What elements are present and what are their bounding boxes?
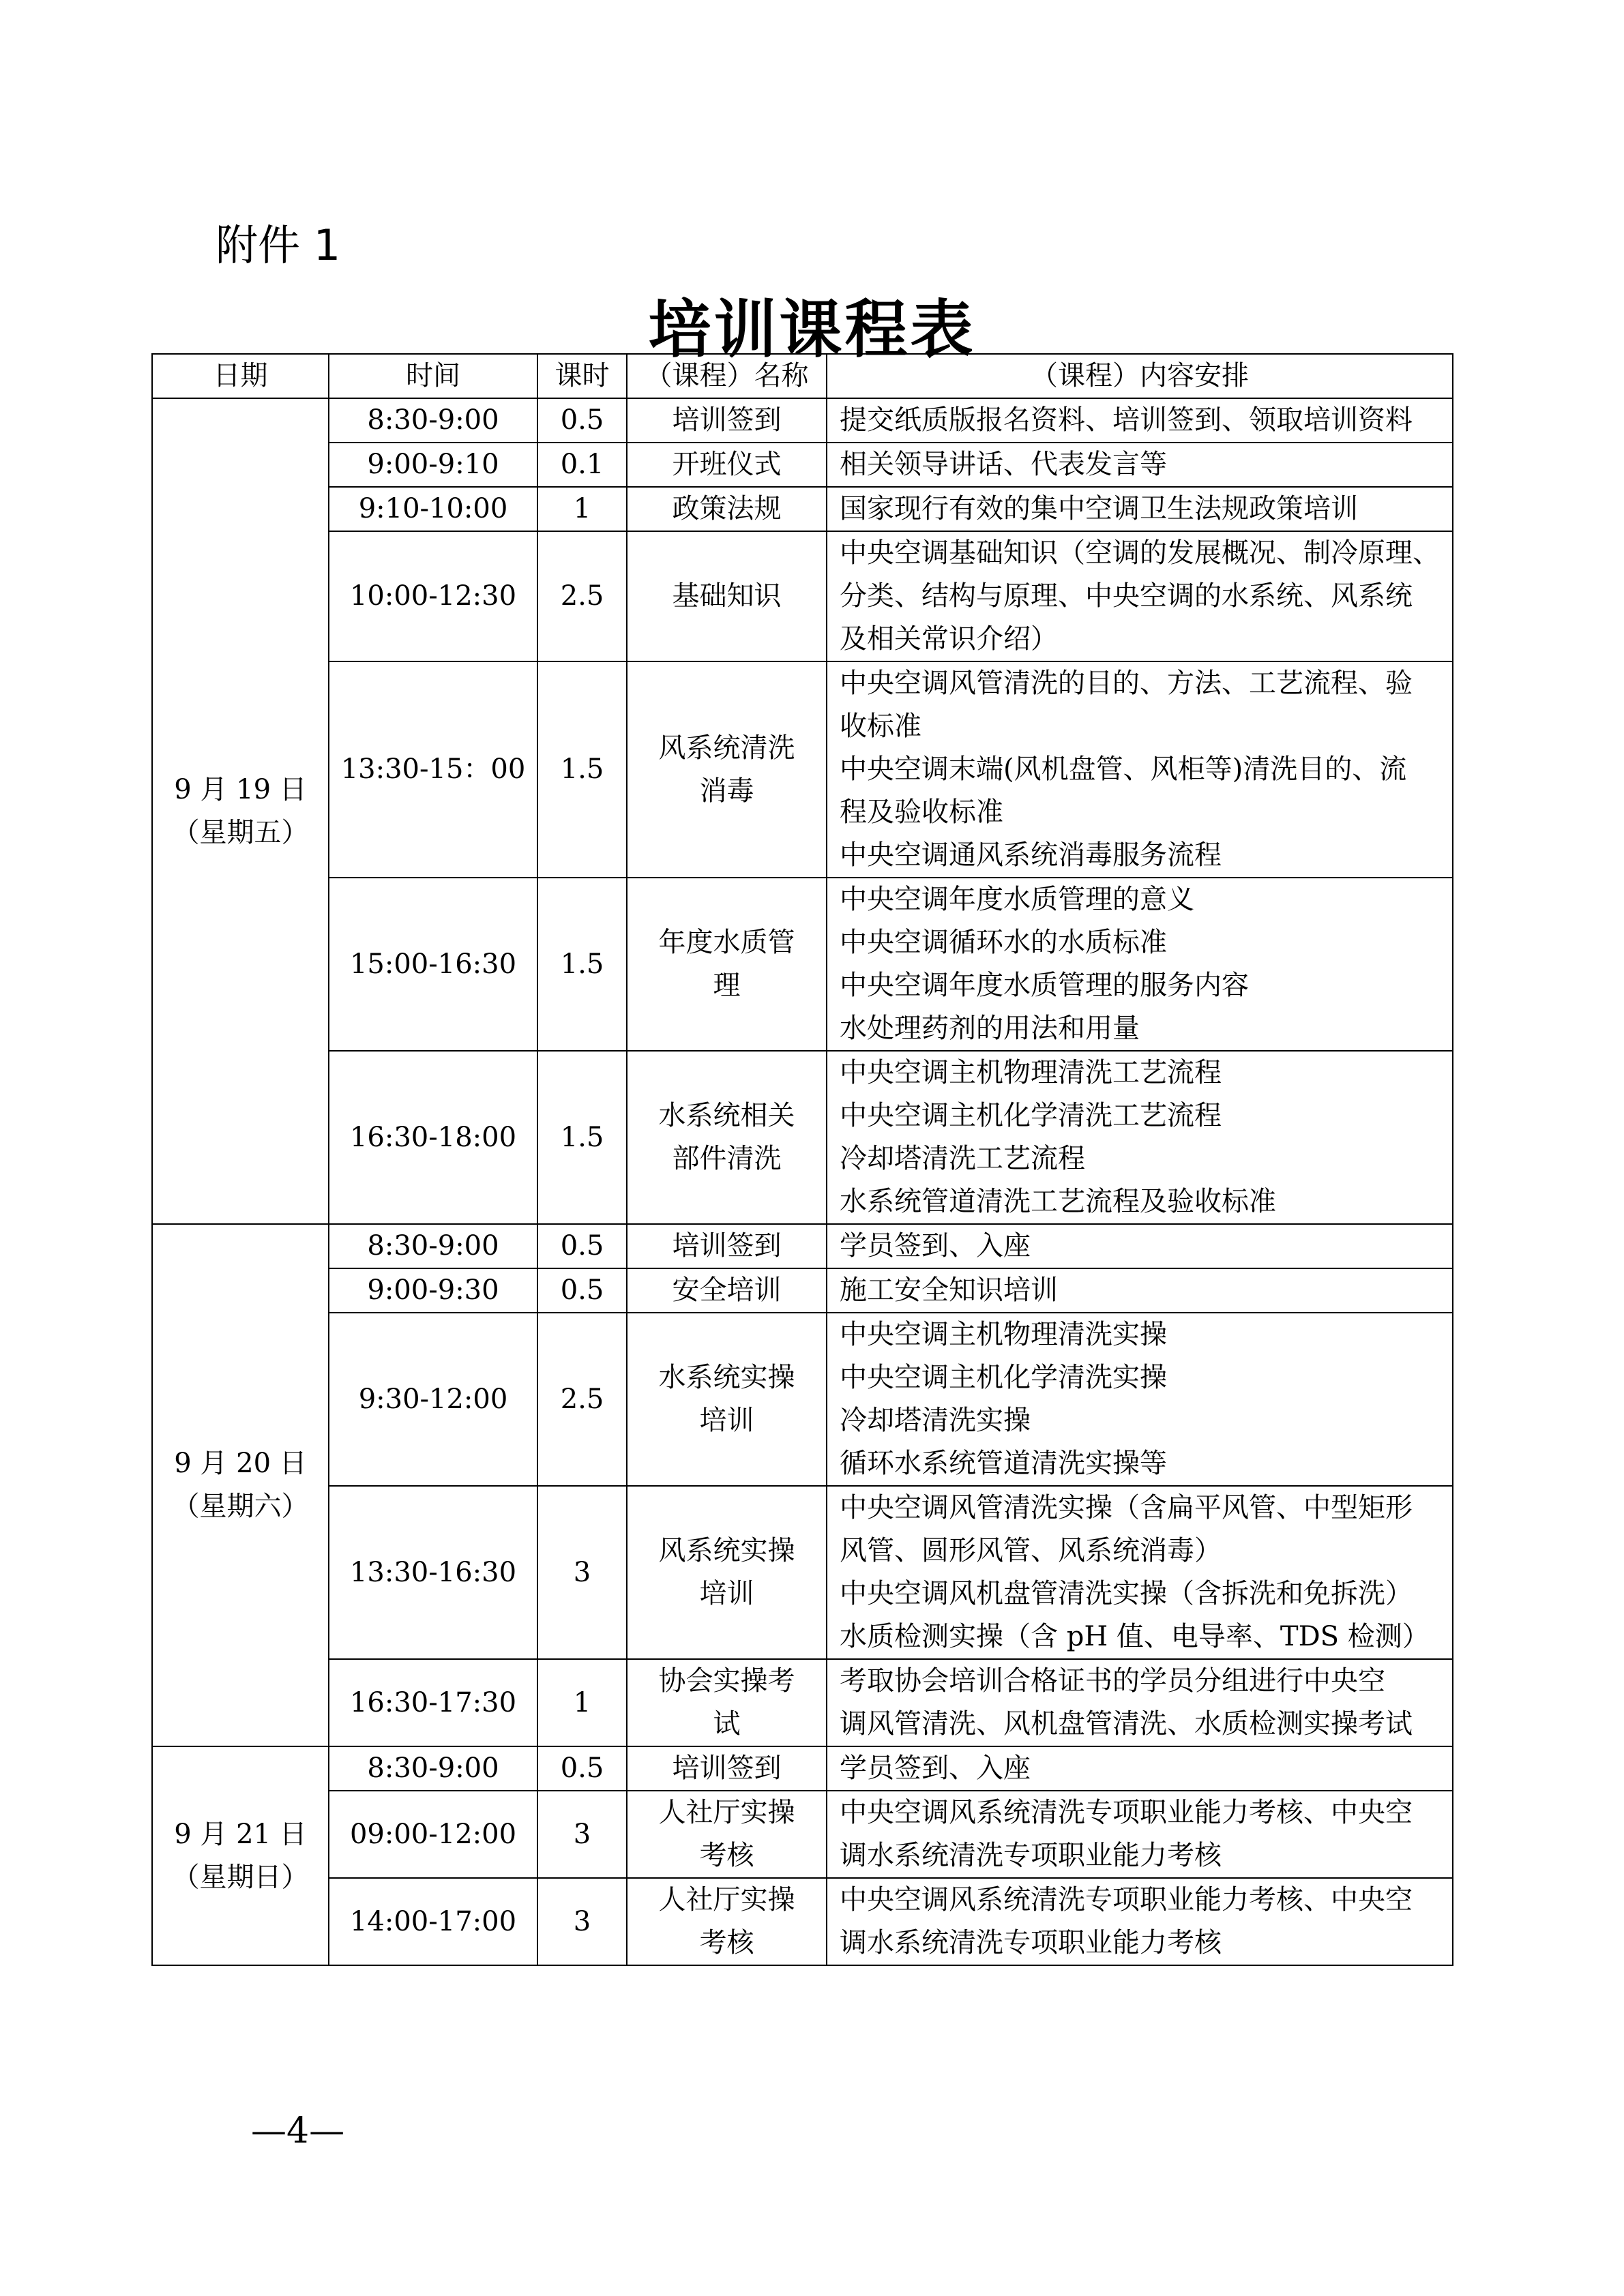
table-row bbox=[152, 487, 1453, 531]
course-content-line: 程及验收标准 bbox=[840, 796, 1003, 828]
table-row bbox=[152, 398, 1453, 443]
time-cell: 16:30-17:30 bbox=[329, 1659, 537, 1746]
course-content-cell bbox=[827, 1224, 1453, 1268]
table-row bbox=[152, 878, 1453, 1051]
table-row bbox=[152, 1268, 1453, 1313]
course-name-cell bbox=[627, 1486, 827, 1659]
course-content-line: 冷却塔清洗工艺流程 bbox=[840, 1143, 1085, 1174]
course-content-line: 相关领导讲话、代表发言等 bbox=[840, 449, 1167, 480]
course-content-cell bbox=[827, 443, 1453, 487]
hours-cell: 2.5 bbox=[537, 1313, 627, 1486]
date-cell bbox=[152, 1224, 329, 1746]
course-content-cell bbox=[827, 1313, 1453, 1486]
course-name-line: 理 bbox=[713, 970, 741, 1001]
column-header-course-name: （课程）名称 bbox=[627, 354, 827, 398]
course-content-line: 中央空调主机物理清洗实操 bbox=[840, 1319, 1167, 1350]
date-cell bbox=[152, 1746, 329, 1965]
course-content-line: 学员签到、入座 bbox=[840, 1230, 1031, 1262]
course-content-cell bbox=[827, 878, 1453, 1051]
table-header-row bbox=[152, 354, 1453, 398]
course-content-cell bbox=[827, 398, 1453, 443]
course-name-line: 基础知识 bbox=[672, 580, 782, 612]
time-cell: 9:10-10:00 bbox=[329, 487, 537, 531]
course-content-cell bbox=[827, 1791, 1453, 1878]
course-content-line: 水处理药剂的用法和用量 bbox=[840, 1013, 1140, 1044]
time-cell: 14:00-17:00 bbox=[329, 1878, 537, 1965]
course-content-cell bbox=[827, 1486, 1453, 1659]
schedule-table bbox=[151, 353, 1453, 1966]
hours-cell: 1 bbox=[537, 487, 627, 531]
course-name-line: 部件清洗 bbox=[672, 1143, 782, 1174]
table-row bbox=[152, 1791, 1453, 1878]
hours-cell: 0.5 bbox=[537, 398, 627, 443]
hours-cell: 0.5 bbox=[537, 1224, 627, 1268]
time-cell: 9:00-9:10 bbox=[329, 443, 537, 487]
table-row bbox=[152, 531, 1453, 661]
weekday-text: （星期五） bbox=[172, 816, 309, 848]
course-name-line: 考核 bbox=[699, 1927, 754, 1958]
course-name-cell bbox=[627, 878, 827, 1051]
course-content-line: 施工安全知识培训 bbox=[840, 1274, 1058, 1306]
course-name-line: 年度水质管 bbox=[658, 927, 795, 958]
time-cell: 9:00-9:30 bbox=[329, 1268, 537, 1313]
course-content-line: 调水系统清洗专项职业能力考核 bbox=[840, 1927, 1222, 1958]
hours-cell: 3 bbox=[537, 1878, 627, 1965]
course-name-cell bbox=[627, 1051, 827, 1224]
course-name-line: 培训签到 bbox=[672, 1753, 782, 1784]
date-cell bbox=[152, 398, 329, 1224]
hours-cell: 1.5 bbox=[537, 661, 627, 878]
hours-cell: 0.5 bbox=[537, 1268, 627, 1313]
course-name-cell bbox=[627, 661, 827, 878]
course-name-line: 风系统实操 bbox=[658, 1535, 795, 1566]
course-content-cell bbox=[827, 487, 1453, 531]
attachment-label: 附件 1 bbox=[216, 220, 341, 270]
date-text: 9 月 21 日 bbox=[174, 1818, 307, 1850]
course-name-cell bbox=[627, 398, 827, 443]
course-name-line: 试 bbox=[713, 1708, 741, 1740]
time-cell: 09:00-12:00 bbox=[329, 1791, 537, 1878]
course-content-line: 循环水系统管道清洗实操等 bbox=[840, 1448, 1167, 1479]
course-name-line: 培训 bbox=[699, 1578, 754, 1609]
course-name-line: 水系统实操 bbox=[658, 1362, 795, 1393]
course-name-cell bbox=[627, 1659, 827, 1746]
course-content-line: 中央空调风系统清洗专项职业能力考核、中央空 bbox=[840, 1884, 1413, 1915]
course-name-cell bbox=[627, 1224, 827, 1268]
hours-cell: 3 bbox=[537, 1791, 627, 1878]
course-name-cell bbox=[627, 1268, 827, 1313]
course-content-line: 中央空调风管清洗的目的、方法、工艺流程、验 bbox=[840, 668, 1413, 699]
course-content-cell bbox=[827, 1659, 1453, 1746]
table-row bbox=[152, 1878, 1453, 1965]
time-cell: 8:30-9:00 bbox=[329, 1224, 537, 1268]
course-name-cell bbox=[627, 531, 827, 661]
course-content-line: 中央空调末端(风机盘管、风柜等)清洗目的、流 bbox=[840, 754, 1407, 785]
course-name-line: 消毒 bbox=[699, 775, 754, 807]
course-content-cell bbox=[827, 531, 1453, 661]
hours-cell: 2.5 bbox=[537, 531, 627, 661]
course-content-line: 及相关常识介绍） bbox=[840, 623, 1058, 655]
time-cell: 9:30-12:00 bbox=[329, 1313, 537, 1486]
course-content-line: 中央空调年度水质管理的意义 bbox=[840, 884, 1194, 915]
hours-cell: 1.5 bbox=[537, 1051, 627, 1224]
course-content-cell bbox=[827, 1746, 1453, 1791]
course-content-line: 中央空调风机盘管清洗实操（含拆洗和免拆洗） bbox=[840, 1578, 1413, 1609]
course-content-cell bbox=[827, 1268, 1453, 1313]
course-content-line: 中央空调基础知识（空调的发展概况、制冷原理、 bbox=[840, 537, 1440, 569]
table-row bbox=[152, 1051, 1453, 1224]
course-content-line: 调水系统清洗专项职业能力考核 bbox=[840, 1840, 1222, 1871]
table-row bbox=[152, 1224, 1453, 1268]
course-content-line: 冷却塔清洗实操 bbox=[840, 1405, 1031, 1436]
course-content-line: 中央空调风管清洗实操（含扁平风管、中型矩形 bbox=[840, 1492, 1413, 1523]
course-name-line: 培训签到 bbox=[672, 1230, 782, 1262]
course-name-line: 开班仪式 bbox=[672, 449, 782, 480]
course-content-line: 分类、结构与原理、中央空调的水系统、风系统 bbox=[840, 580, 1413, 612]
weekday-text: （星期六） bbox=[172, 1491, 309, 1522]
course-content-line: 中央空调主机物理清洗工艺流程 bbox=[840, 1057, 1222, 1088]
column-header-hours: 课时 bbox=[537, 354, 627, 398]
course-content-line: 调风管清洗、风机盘管清洗、水质检测实操考试 bbox=[840, 1708, 1413, 1740]
course-name-cell bbox=[627, 1313, 827, 1486]
course-content-cell bbox=[827, 1878, 1453, 1965]
table-row bbox=[152, 1313, 1453, 1486]
course-name-line: 考核 bbox=[699, 1840, 754, 1871]
course-content-line: 中央空调风系统清洗专项职业能力考核、中央空 bbox=[840, 1797, 1413, 1828]
course-content-line: 风管、圆形风管、风系统消毒） bbox=[840, 1535, 1222, 1566]
time-cell: 13:30-15：00 bbox=[329, 661, 537, 878]
course-content-line: 中央空调循环水的水质标准 bbox=[840, 927, 1167, 958]
course-name-line: 人社厅实操 bbox=[658, 1797, 795, 1828]
time-cell: 13:30-16:30 bbox=[329, 1486, 537, 1659]
time-cell: 16:30-18:00 bbox=[329, 1051, 537, 1224]
course-name-cell bbox=[627, 1746, 827, 1791]
course-content-cell bbox=[827, 1051, 1453, 1224]
hours-cell: 1.5 bbox=[537, 878, 627, 1051]
table-row bbox=[152, 443, 1453, 487]
course-name-line: 培训签到 bbox=[672, 404, 782, 436]
hours-cell: 0.5 bbox=[537, 1746, 627, 1791]
course-content-line: 考取协会培训合格证书的学员分组进行中央空 bbox=[840, 1665, 1385, 1697]
table-row bbox=[152, 1486, 1453, 1659]
column-header-course-content: （课程）内容安排 bbox=[827, 354, 1453, 398]
column-header-time: 时间 bbox=[329, 354, 537, 398]
course-content-line: 收标准 bbox=[840, 711, 921, 742]
table-row bbox=[152, 1659, 1453, 1746]
course-name-line: 水系统相关 bbox=[658, 1100, 795, 1131]
course-content-line: 中央空调年度水质管理的服务内容 bbox=[840, 970, 1249, 1001]
hours-cell: 1 bbox=[537, 1659, 627, 1746]
weekday-text: （星期日） bbox=[172, 1861, 309, 1893]
page-number: —4— bbox=[251, 2111, 345, 2151]
course-name-cell bbox=[627, 1791, 827, 1878]
course-content-line: 水质检测实操（含 pH 值、电导率、TDS 检测） bbox=[840, 1621, 1430, 1652]
hours-cell: 0.1 bbox=[537, 443, 627, 487]
time-cell: 8:30-9:00 bbox=[329, 398, 537, 443]
course-name-line: 政策法规 bbox=[672, 493, 782, 524]
course-content-line: 水系统管道清洗工艺流程及验收标准 bbox=[840, 1186, 1276, 1217]
course-content-line: 中央空调主机化学清洗实操 bbox=[840, 1362, 1167, 1393]
course-name-cell bbox=[627, 487, 827, 531]
date-text: 9 月 19 日 bbox=[174, 773, 307, 805]
course-name-line: 风系统清洗 bbox=[658, 732, 795, 764]
course-name-cell bbox=[627, 1878, 827, 1965]
date-text: 9 月 20 日 bbox=[174, 1448, 307, 1479]
course-name-line: 安全培训 bbox=[672, 1274, 782, 1306]
course-name-cell bbox=[627, 443, 827, 487]
course-content-line: 提交纸质版报名资料、培训签到、领取培训资料 bbox=[840, 404, 1413, 436]
table-row bbox=[152, 661, 1453, 878]
table-row bbox=[152, 1746, 1453, 1791]
course-content-line: 中央空调通风系统消毒服务流程 bbox=[840, 839, 1222, 871]
time-cell: 8:30-9:00 bbox=[329, 1746, 537, 1791]
course-name-line: 培训 bbox=[699, 1405, 754, 1436]
course-name-line: 人社厅实操 bbox=[658, 1884, 795, 1915]
course-name-line: 协会实操考 bbox=[658, 1665, 795, 1697]
time-cell: 15:00-16:30 bbox=[329, 878, 537, 1051]
course-content-cell bbox=[827, 661, 1453, 878]
column-header-date: 日期 bbox=[152, 354, 329, 398]
course-content-line: 国家现行有效的集中空调卫生法规政策培训 bbox=[840, 493, 1358, 524]
course-content-line: 中央空调主机化学清洗工艺流程 bbox=[840, 1100, 1222, 1131]
time-cell: 10:00-12:30 bbox=[329, 531, 537, 661]
page-title: 培训课程表 bbox=[648, 293, 976, 366]
course-content-line: 学员签到、入座 bbox=[840, 1753, 1031, 1784]
hours-cell: 3 bbox=[537, 1486, 627, 1659]
